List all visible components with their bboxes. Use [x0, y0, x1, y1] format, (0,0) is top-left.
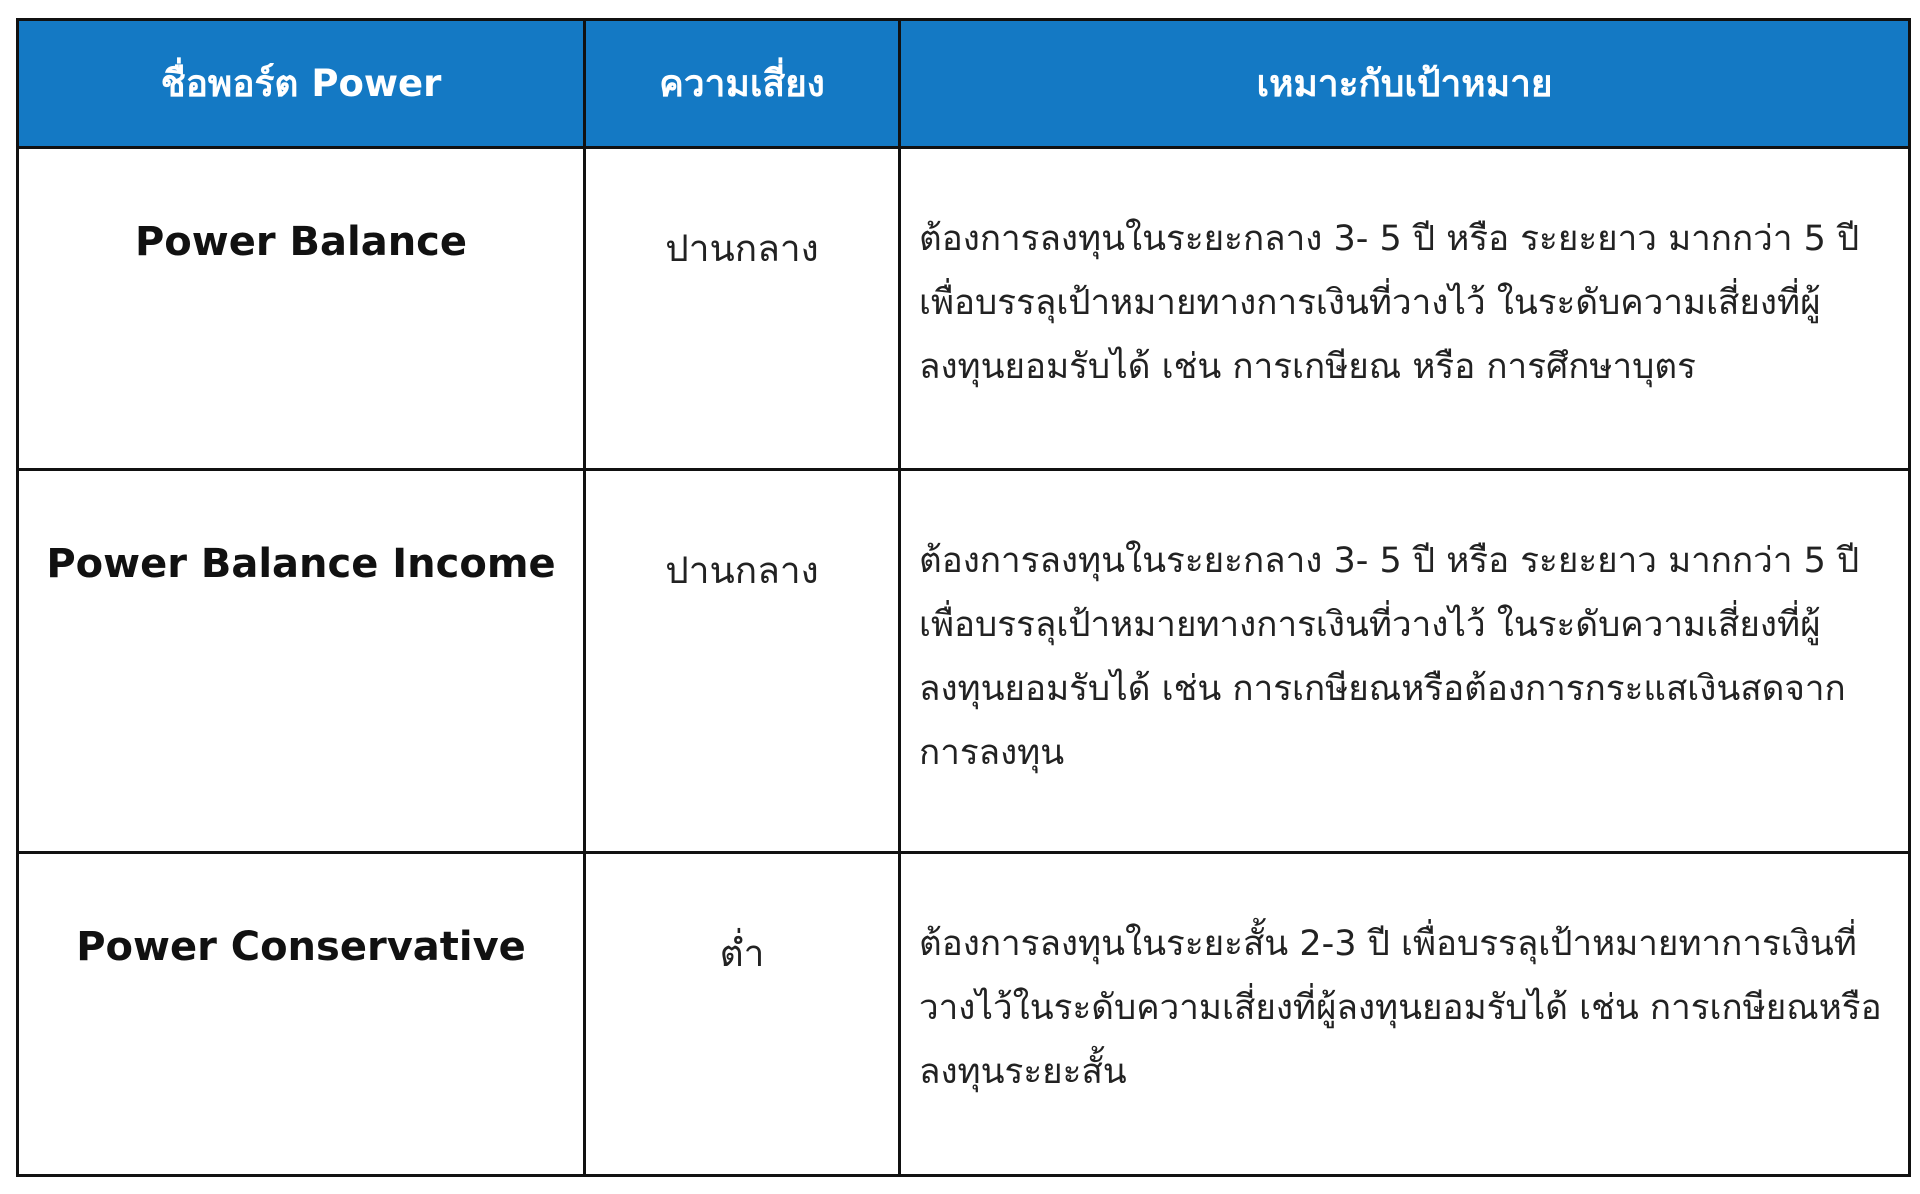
table-body: [18, 148, 1910, 1176]
header-portfolio-name: ชื่อพอร์ต Power: [18, 20, 585, 148]
table-header: [18, 20, 1910, 148]
risk-level-cell: ปานกลาง: [585, 470, 900, 853]
table-row: [18, 470, 1910, 853]
portfolio-name-cell: Power Balance: [18, 148, 585, 470]
goal-description-cell: ต้องการลงทุนในระยะสั้น 2-3 ปี เพื่อบรรลุเป้าหมายทาการเงินที่วางไว้ในระดับความเสี่ยงที่ผู้ลงทุนยอมรับได้ เช่น การเกษียณหรือลงทุนระยะสั้น: [900, 853, 1910, 1176]
table-row: [18, 853, 1910, 1176]
portfolio-name-cell: Power Conservative: [18, 853, 585, 1176]
table-row: [18, 148, 1910, 470]
risk-level-cell: ต่ำ: [585, 853, 900, 1176]
portfolio-name-cell: Power Balance Income: [18, 470, 585, 853]
header-row: [18, 20, 1910, 148]
goal-description-cell: ต้องการลงทุนในระยะกลาง 3- 5 ปี หรือ ระยะยาว มากกว่า 5 ปี เพื่อบรรลุเป้าหมายทางการเงินที่วางไว้ ในระดับความเสี่ยงที่ผู้ลงทุนยอมรับได้ เช่น การเกษียณหรือต้องการกระแสเงินสดจากการลงทุน: [900, 470, 1910, 853]
header-risk: ความเสี่ยง: [585, 20, 900, 148]
goal-description-cell: ต้องการลงทุนในระยะกลาง 3- 5 ปี หรือ ระยะยาว มากกว่า 5 ปี เพื่อบรรลุเป้าหมายทางการเงินที่วางไว้ ในระดับความเสี่ยงที่ผู้ลงทุนยอมรับได้ เช่น การเกษียณ หรือ การศึกษาบุตร: [900, 148, 1910, 470]
risk-level-cell: ปานกลาง: [585, 148, 900, 470]
power-portfolio-table: [16, 18, 1911, 1177]
header-suitable-goal: เหมาะกับเป้าหมาย: [900, 20, 1910, 148]
